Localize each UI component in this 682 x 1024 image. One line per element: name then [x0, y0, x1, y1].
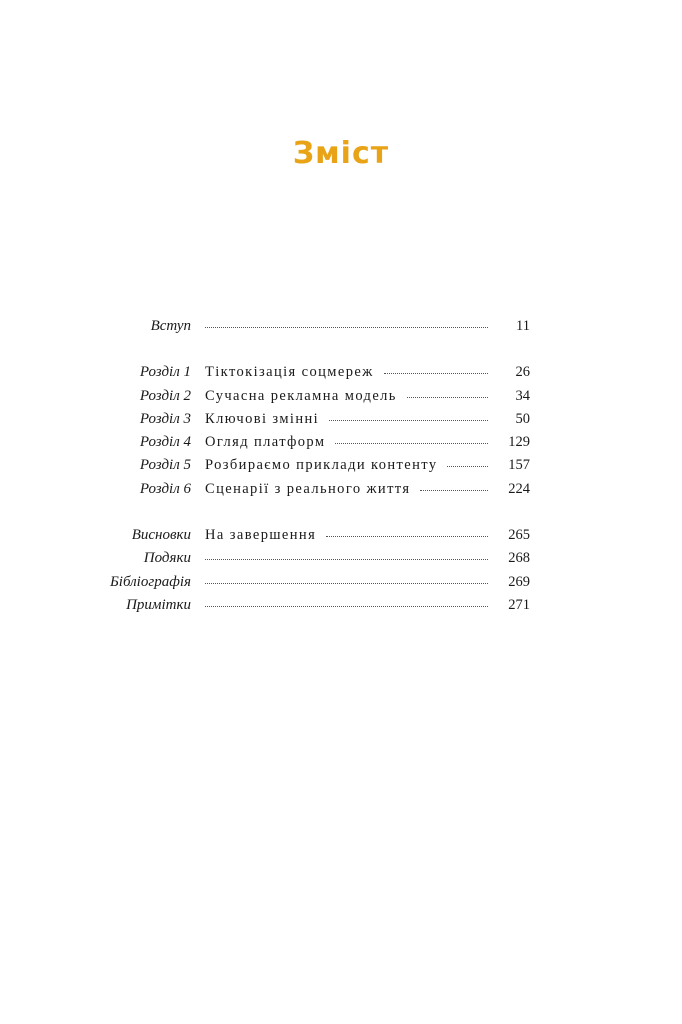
- page-title: Зміст: [292, 136, 390, 171]
- toc-entry[interactable]: [100, 527, 530, 550]
- toc-entry-label: Примітки: [126, 596, 191, 613]
- toc-entry-label: Розділ 1: [139, 364, 191, 381]
- table-of-contents: [100, 318, 530, 643]
- toc-entry[interactable]: [100, 434, 530, 457]
- toc-group: [100, 364, 530, 504]
- toc-entry-title: Сучасна рекламна модель: [205, 387, 397, 404]
- toc-entry-leader-dots: [384, 373, 488, 374]
- toc-entry[interactable]: [100, 388, 530, 411]
- toc-entry-leader-dots: [326, 536, 488, 537]
- toc-entry-leader-dots: [447, 466, 488, 467]
- toc-entry-page-number: 11: [516, 318, 530, 334]
- toc-entry-page-number: 265: [508, 527, 530, 544]
- toc-entry-title: Ключові змінні: [205, 410, 320, 427]
- toc-entry[interactable]: [100, 597, 530, 620]
- toc-entry[interactable]: [100, 457, 530, 480]
- toc-entry-page-number: 269: [508, 573, 530, 590]
- toc-entry-leader-dots: [205, 559, 488, 560]
- toc-entry[interactable]: [100, 411, 530, 434]
- toc-entry-title: На завершення: [205, 527, 317, 544]
- toc-entry-title: Сценарії з реального життя: [205, 480, 411, 497]
- toc-entry[interactable]: [100, 318, 530, 341]
- toc-entry-leader-dots: [420, 490, 488, 491]
- toc-entry-page-number: 50: [515, 410, 530, 427]
- toc-entry-leader-dots: [407, 397, 488, 398]
- toc-entry-label: Розділ 6: [139, 480, 191, 497]
- toc-entry-title: Тіктокізація соцмереж: [205, 364, 374, 381]
- toc-entry-label: Вступ: [150, 318, 191, 334]
- toc-entry-title: Розбираємо приклади контенту: [205, 457, 438, 474]
- toc-entry-label: Бібліографія: [109, 573, 191, 590]
- toc-entry-label: Розділ 5: [139, 457, 191, 474]
- toc-entry-leader-dots: [329, 420, 488, 421]
- toc-entry-label: Висновки: [131, 527, 191, 544]
- toc-entry[interactable]: [100, 481, 530, 504]
- toc-group: [100, 527, 530, 620]
- toc-entry-leader-dots: [335, 443, 488, 444]
- toc-entry-label: Розділ 3: [139, 410, 191, 427]
- toc-entry-page-number: 129: [508, 434, 530, 451]
- toc-group: [100, 318, 530, 341]
- toc-entry-title: Огляд платформ: [205, 434, 326, 451]
- toc-entry-page-number: 224: [508, 480, 530, 497]
- toc-entry[interactable]: [100, 550, 530, 573]
- toc-entry-page-number: 26: [515, 364, 530, 381]
- toc-entry-page-number: 271: [508, 596, 530, 613]
- toc-entry-page-number: 157: [508, 457, 530, 474]
- toc-entry-label: Розділ 4: [139, 434, 191, 451]
- toc-entry-page-number: 34: [515, 387, 530, 404]
- toc-entry-leader-dots: [205, 583, 488, 584]
- toc-entry-leader-dots: [205, 327, 488, 328]
- toc-entry[interactable]: [100, 574, 530, 597]
- toc-entry-label: Подяки: [143, 550, 191, 567]
- toc-entry-leader-dots: [205, 606, 488, 607]
- toc-entry-label: Розділ 2: [139, 387, 191, 404]
- toc-entry[interactable]: [100, 364, 530, 387]
- toc-entry-page-number: 268: [508, 550, 530, 567]
